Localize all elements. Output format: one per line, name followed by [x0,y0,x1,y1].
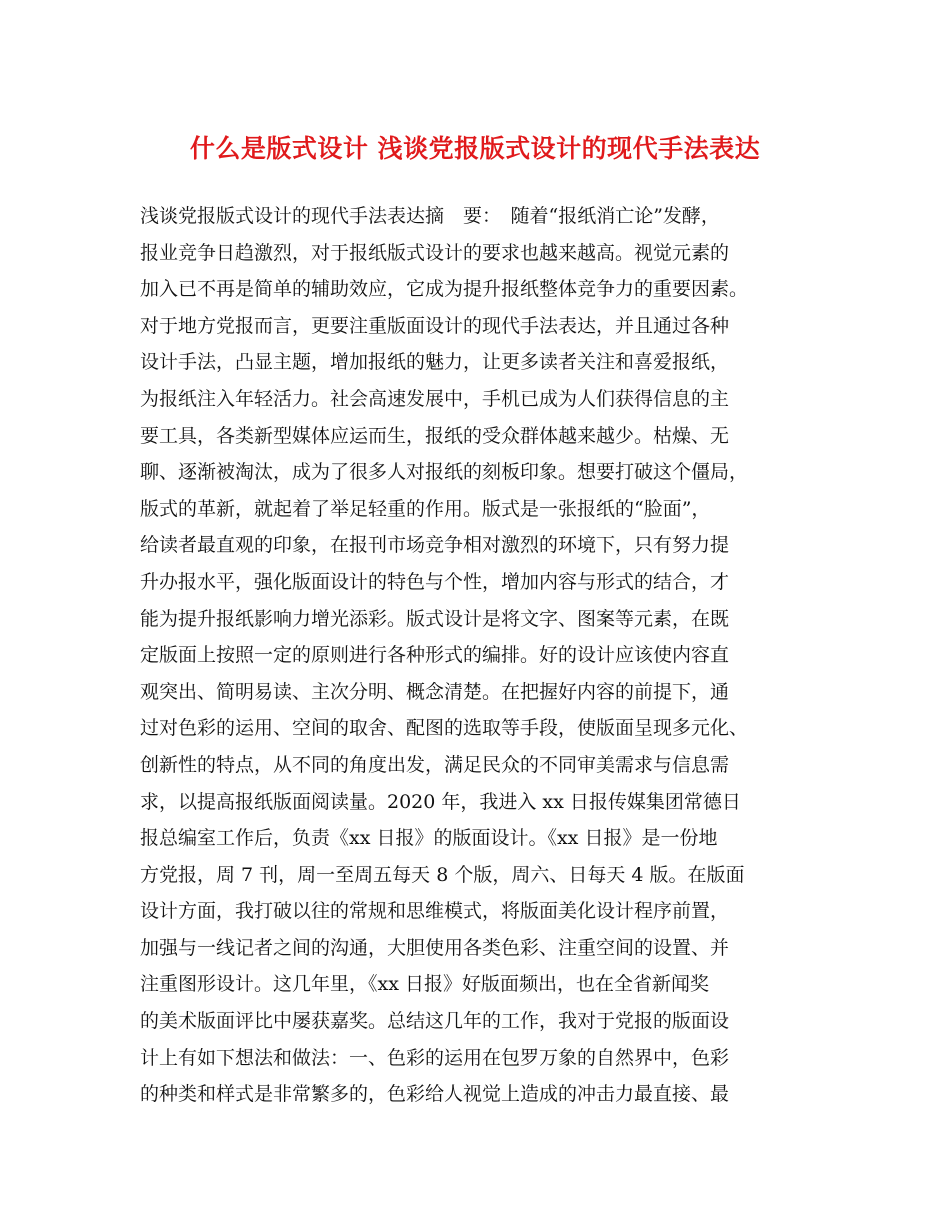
body-line: 聊、逐渐被淘汰，成为了很多人对报纸的刻板印象。想要打破这个僵局， [140,461,749,484]
body-line: 观突出、简明易读、主次分明、概念清楚。在把握好内容的前提下，通 [140,680,730,703]
body-line: 报总编室工作后，负责《xx 日报》的版面设计。《xx 日报》是一份地 [140,827,718,850]
body-line: 定版面上按照一定的原则进行各种形式的编排。好的设计应该使内容直 [140,644,730,667]
body-line: 设计手法，凸显主题，增加报纸的魅力，让更多读者关注和喜爱报纸， [140,351,730,374]
body-line: 注重图形设计。这几年里，《xx 日报》好版面频出，也在全省新闻奖 [140,973,709,996]
body-line: 为报纸注入年轻活力。社会高速发展中，手机已成为人们获得信息的主 [140,387,730,410]
body-line: 的种类和样式是非常繁多的，色彩给人视觉上造成的冲击力最直接、最 [140,1083,730,1106]
document-body [140,198,820,1113]
body-line: 过对色彩的运用、空间的取舍、配图的选取等手段，使版面呈现多元化、 [140,717,749,740]
document-title: 什么是版式设计 浅谈党报版式设计的现代手法表达 [189,134,761,163]
body-line: 升办报水平，强化版面设计的特色与个性，增加内容与形式的结合，才 [140,570,730,593]
body-line: 计上有如下想法和做法：一、色彩的运用在包罗万象的自然界中，色彩 [140,1046,730,1069]
body-line: 加强与一线记者之间的沟通，大胆使用各类色彩、注重空间的设置、并 [140,936,730,959]
body-line: 浅谈党报版式设计的现代手法表达摘 要： 随着“报纸消亡论”发酵， [140,205,720,227]
body-line: 方党报，周 7 刊，周一至周五每天 8 个版，周六、日每天 4 版。在版面 [140,863,745,886]
body-line: 报业竞争日趋激烈，对于报纸版式设计的要求也越来越高。视觉元素的 [140,241,730,264]
body-line: 设计方面，我打破以往的常规和思维模式，将版面美化设计程序前置， [140,900,730,923]
body-line: 能为提升报纸影响力增光添彩。版式设计是将文字、图案等元素，在既 [140,607,730,630]
body-line: 加入已不再是简单的辅助效应，它成为提升报纸整体竞争力的重要因素。 [140,278,749,301]
body-line: 给读者最直观的印象，在报刊市场竞争相对激烈的环境下，只有努力提 [140,534,730,557]
body-line: 的美术版面评比中屡获嘉奖。总结这几年的工作，我对于党报的版面设 [140,1010,730,1033]
body-line: 版式的革新，就起着了举足轻重的作用。版式是一张报纸的“脸面”， [140,497,711,520]
body-line: 创新性的特点，从不同的角度出发，满足民众的不同审美需求与信息需 [140,753,730,776]
body-line: 对于地方党报而言，更要注重版面设计的现代手法表达，并且通过各种 [140,314,730,337]
body-line: 要工具，各类新型媒体应运而生，报纸的受众群体越来越少。枯燥、无 [140,424,730,447]
body-line: 求，以提高报纸版面阅读量。2020 年，我进入 xx 日报传媒集团常德日 [140,790,741,813]
